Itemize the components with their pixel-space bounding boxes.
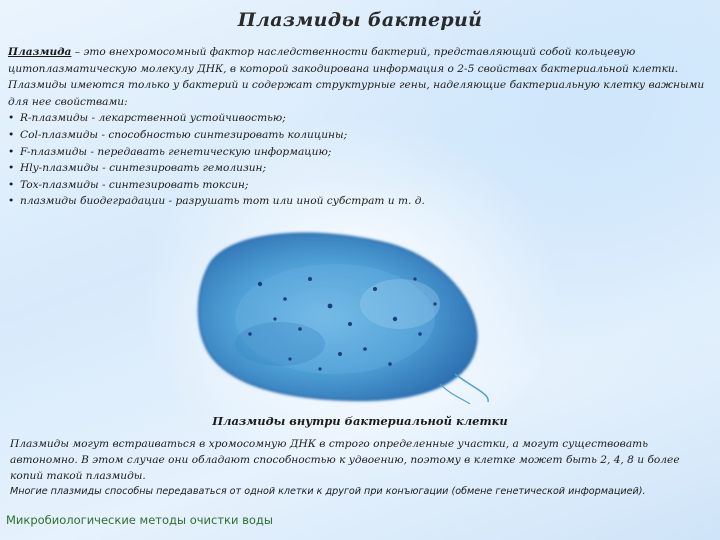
outro-text <box>10 436 710 500</box>
bullet-icon: • <box>8 162 15 175</box>
list-item <box>8 193 708 210</box>
list-item-text: Tox-плазмиды - синтезировать токсин; <box>20 178 249 191</box>
list-item-text: F-плазмиды - передавать генетическую информацию; <box>20 145 332 158</box>
footer-title: Микробиологические методы очистки воды <box>6 513 273 527</box>
list-item <box>8 110 708 127</box>
intro-text <box>8 44 708 210</box>
list-item-text: Hly-плазмиды - синтезировать гемолизин; <box>20 162 267 175</box>
bullet-icon: • <box>8 112 15 125</box>
definition-paragraph <box>8 44 708 77</box>
plasmid-types-list <box>8 110 708 210</box>
bullet-icon: • <box>8 128 15 141</box>
list-item-text: Col-плазмиды - способностью синтезировать колицины; <box>20 128 348 141</box>
bacterial-cell-image <box>190 224 490 404</box>
list-item <box>8 144 708 161</box>
list-item <box>8 127 708 144</box>
list-item <box>8 160 708 177</box>
bullet-icon: • <box>8 178 15 191</box>
list-item-text: R-плазмиды - лекарственной устойчивостью; <box>20 112 286 125</box>
flagellum <box>440 384 470 404</box>
outro-paragraph: Плазмиды могут встраиваться в хромосомную ДНК в строго определенные участки, а могут существовать автономно. В этом случае они обладают способностью к удвоению, поэтому в клетке может быть 2, 4, 8 и более копий такой плазмиды. <box>10 438 680 482</box>
list-item-text: плазмиды биодеградации - разрушать тот или иной субстрат и т. д. <box>20 195 425 208</box>
outro-paragraph-conjugation: Многие плазмиды способны передаваться от одной клетки к другой при конъюгации (обмене генетической информацией). <box>10 486 646 497</box>
definition-term: Плазмида <box>8 46 72 58</box>
properties-lead: Плазмиды имеются только у бактерий и содержат структурные гены, наделяющие бактериальную клетку важными для нее свойствами: <box>8 79 705 108</box>
page-title: Плазмиды бактерий <box>237 9 483 31</box>
list-item <box>8 177 708 194</box>
definition-text: – это внехромосомный фактор наследственности бактерий, представляющий собой кольцевую цитоплазматическую молекулу ДНК, в которой закодирована информация о 2-5 свойствах бактериальной клетки. <box>8 46 679 75</box>
figure-caption: Плазмиды внутри бактериальной клетки <box>212 414 508 428</box>
bullet-icon: • <box>8 145 15 158</box>
bullet-icon: • <box>8 195 15 208</box>
